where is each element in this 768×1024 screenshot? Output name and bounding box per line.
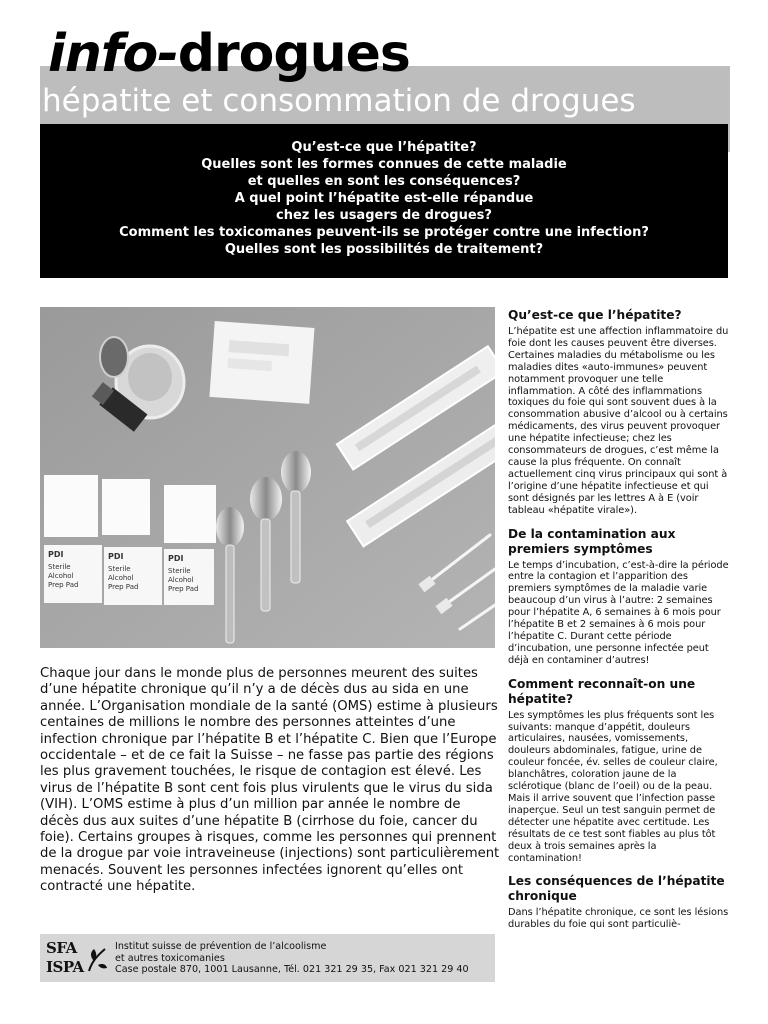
section-consequences (508, 874, 730, 931)
intro-paragraph: Chaque jour dans le monde plus de personnes meurent des suites d’une hépatite chronique qu’il n’y a de décès dus au sida en une année. L’Organisation mondiale de la santé (OMS) estime à plusieurs centaines de millions le nombre des personnes atteintes d’une infection chronique par l’hépatite B et l’hépatite C. Bien que l’Europe occidentale – et de ce fait la Suisse – ne fasse pas partie des régions les plus gravement touchées, le risque de contagion est élevé. Les virus de l’hépatite B sont cent fois plus virulents que le virus du sida (VIH). L’OMS estime à plus d’un million par année le nombre de décès dus aux suites d’une hépatite B (cirrhose du foie, cancer du foie). Certains groupes à risques, comme les personnes qui prennent de la drogue par voie intraveineuse (injections) sont particulièrement menacés. Souvent les personnes infectées ignorent qu’elles ont contracté une hépatite. (40, 666, 500, 895)
section-heading: Comment reconnaît-on une hépatite? (508, 676, 696, 706)
pad-text: Sterile (168, 567, 191, 575)
publisher-name: Institut suisse de prévention de l’alcoolisme (115, 941, 327, 952)
pad-text: Alcohol (168, 576, 194, 584)
section-heading: De la contamination aux premiers symptômes (508, 526, 676, 556)
section-recognition (508, 677, 730, 865)
sfa-ispa-logo: SFA ISPA (46, 940, 106, 978)
publisher-contact: Case postale 870, 1001 Lausanne, Tél. 021 321 29 35, Fax 021 321 29 40 (115, 964, 469, 975)
publisher-footer (40, 934, 495, 982)
pad-text: Prep Pad (48, 581, 79, 589)
photo-illustration (40, 307, 495, 648)
publisher-name-2: et autres toxicomanies (115, 952, 225, 964)
sidebar-column (508, 308, 730, 941)
question-line: chez les usagers de drogues? (276, 208, 492, 223)
question-line: Quelles sont les formes connues de cette maladie (201, 157, 567, 172)
masthead (40, 24, 730, 124)
brand-title: info-drogues (48, 24, 410, 84)
question-line: Comment les toxicomanes peuvent-ils se protéger contre une infection? (119, 225, 649, 240)
cotton-filters (44, 475, 216, 543)
question-line: A quel point l’hépatite est-elle répandue (234, 191, 534, 206)
logo-leaf-icon (86, 945, 108, 973)
pad-text: Sterile (108, 565, 131, 573)
publisher-address (115, 941, 469, 976)
question-line: Qu’est-ce que l’hépatite? (291, 140, 477, 155)
questions-box (40, 124, 728, 278)
section-body: Les symptômes les plus fréquents sont les suivants: manque d’appétit, douleurs articulaires, nausées, vomissements, douleurs abdominales, fatigue, urine de couleur foncée, év. selles de couleur claire, blanchâtres, coloration jaune de la sclérotique (blanc de l’oeil) ou de la peau. Mais il arrive souvent que l’infection passe inaperçue. Seul un test sanguin permet de détecter une hépatite avec certitude. Les résultats de ce test sont fiables au plus tôt deux à trois semaines après la contamination! (508, 709, 718, 864)
pad-text: Sterile (48, 563, 71, 571)
question-line: et quelles en sont les conséquences? (247, 174, 521, 189)
section-what-is-hepatitis (508, 308, 730, 517)
pad-brand: PDI (48, 550, 64, 559)
photo-drug-paraphernalia (40, 307, 495, 648)
section-body: L’hépatite est une affection inflammatoire du foie dont les causes peuvent être diverses. Certaines maladies du métabolisme ou les maladies dites «auto-immunes» peuvent notamment provoquer une telle inflammation. A côté des inflammations toxiques du foie qui sont souvent dues à la consommation abusive d’alcool ou à certains médicaments, des virus peuvent provoquer une hépatite infectieuse; chez les consommateurs de drogues, c’est même la cause la plus fréquente. On connaît actuellement cinq virus principaux qui sont à l’origine d’une hépatite infectieuse et qui sont désignés par les lettres A à E (voir tableau «hépatite virale»). (508, 326, 729, 516)
paper-card (209, 321, 314, 404)
page-subtitle: hépatite et consommation de drogues (42, 83, 636, 119)
pad-brand: PDI (108, 552, 124, 561)
alcohol-prep-pads (44, 545, 214, 605)
section-contamination (508, 527, 730, 667)
pad-text: Alcohol (48, 572, 74, 580)
pad-brand: PDI (168, 554, 184, 563)
section-heading: Les conséquences de l’hépatite chronique (508, 874, 725, 904)
section-body: Dans l’hépatite chronique, ce sont les lésions durables du foie qui sont particuliè- (508, 907, 729, 931)
section-heading: Qu’est-ce que l’hépatite? (508, 308, 682, 322)
pad-text: Alcohol (108, 574, 134, 582)
pad-text: Prep Pad (108, 583, 139, 591)
question-line: Quelles sont les possibilités de traitement? (224, 242, 544, 257)
section-body: Le temps d’incubation, c’est-à-dire la période entre la contagion et l’apparition des premiers symptômes de la maladie varie beaucoup d’un virus à l’autre: 2 semaines pour l’hépatite A, 6 semaines à 6 mois pour l’hépatite B et 2 semaines à 6 mois pour l’hépatite C. Durant cette période d’incubation, une personne infectée peut déjà en contaminer d’autres! (508, 559, 729, 666)
pad-text: Prep Pad (168, 585, 199, 593)
